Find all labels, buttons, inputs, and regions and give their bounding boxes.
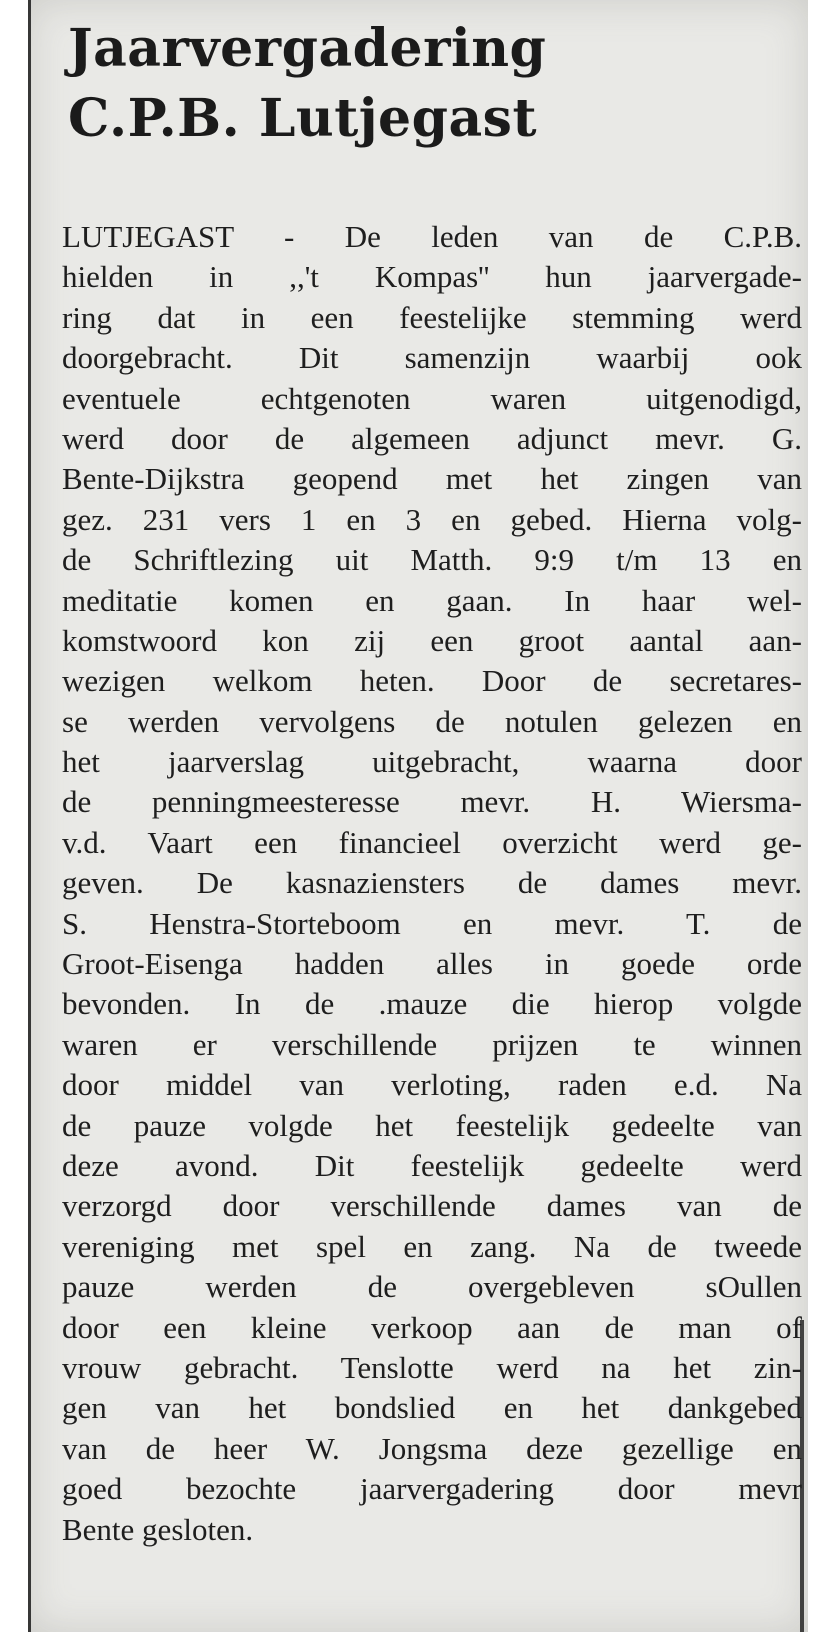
article-text-line: eventuele echtgenoten waren uitgenodigd,	[62, 380, 802, 416]
article-text-line: LUTJEGAST - De leden van de C.P.B.	[62, 219, 802, 254]
article-text-line: gen van het bondslied en het dankgebed	[62, 1390, 802, 1426]
article-text-line: deze avond. Dit feestelijk gedeelte werd	[62, 1147, 802, 1183]
article-text-line: komstwoord kon zij een groot aantal aan-	[62, 622, 802, 658]
article-text-line: meditatie komen en gaan. In haar wel-	[62, 582, 802, 618]
article-text-line: Bente-Dijkstra geopend met het zingen van	[62, 461, 802, 497]
article-text-line: S. Henstra-Storteboom en mevr. T. de	[62, 905, 802, 941]
article-text-line: door middel van verloting, raden e.d. Na	[62, 1067, 802, 1103]
clipping-left-edge	[28, 0, 31, 1632]
article-text-line: het jaarverslag uitgebracht, waarna door	[62, 744, 802, 780]
article-text-line: vrouw gebracht. Tenslotte werd na het zin-	[62, 1349, 802, 1385]
article-text-line: de Schriftlezing uit Matth. 9:9 t/m 13 en	[62, 542, 802, 578]
article-text-line: waren er verschillende prijzen te winnen	[62, 1026, 802, 1062]
article-text-line: wezigen welkom heten. Door de secretares-	[62, 663, 802, 699]
article-text-line: bevonden. In de .mauze die hierop volgde	[62, 986, 802, 1022]
article-text-line: hielden in ,,'t Kompas'' hun jaarvergade-	[62, 259, 802, 295]
article-body	[62, 217, 802, 1550]
article-text-line: verzorgd door verschillende dames van de	[62, 1188, 802, 1224]
article-text-line: door een kleine verkoop aan de man of	[62, 1309, 802, 1345]
article-text-line: ring dat in een feestelijke stemming werd	[62, 299, 802, 335]
article-text-line: gez. 231 vers 1 en 3 en gebed. Hierna volg-	[62, 501, 802, 537]
headline-line: Jaarvergadering	[68, 18, 547, 79]
article-text-line: v.d. Vaart een financieel overzicht werd ge-	[62, 824, 802, 860]
article-text-line: geven. De kasnaziensters de dames mevr.	[62, 865, 802, 901]
article-headline	[68, 14, 788, 154]
headline-line: C.P.B. Lutjegast	[68, 88, 537, 149]
article-text-line: vereniging met spel en zang. Na de tweede	[62, 1228, 802, 1264]
article-text-line: de penningmeesteresse mevr. H. Wiersma-	[62, 784, 802, 820]
article-text-line: Bente gesloten.	[62, 1511, 254, 1547]
article-text-line: Groot-Eisenga hadden alles in goede orde	[62, 946, 802, 982]
article-text-line: de pauze volgde het feestelijk gedeelte van	[62, 1107, 802, 1143]
article-text-line: pauze werden de overgebleven sOullen	[62, 1269, 802, 1305]
article-text-line: van de heer W. Jongsma deze gezellige en	[62, 1430, 802, 1466]
article-text-line: goed bezochte jaarvergadering door mevr	[62, 1471, 802, 1507]
article-text-line: werd door de algemeen adjunct mevr. G.	[62, 420, 802, 456]
article-text-line: doorgebracht. Dit samenzijn waarbij ook	[62, 340, 802, 376]
article-text-line: se werden vervolgens de notulen gelezen en	[62, 703, 802, 739]
